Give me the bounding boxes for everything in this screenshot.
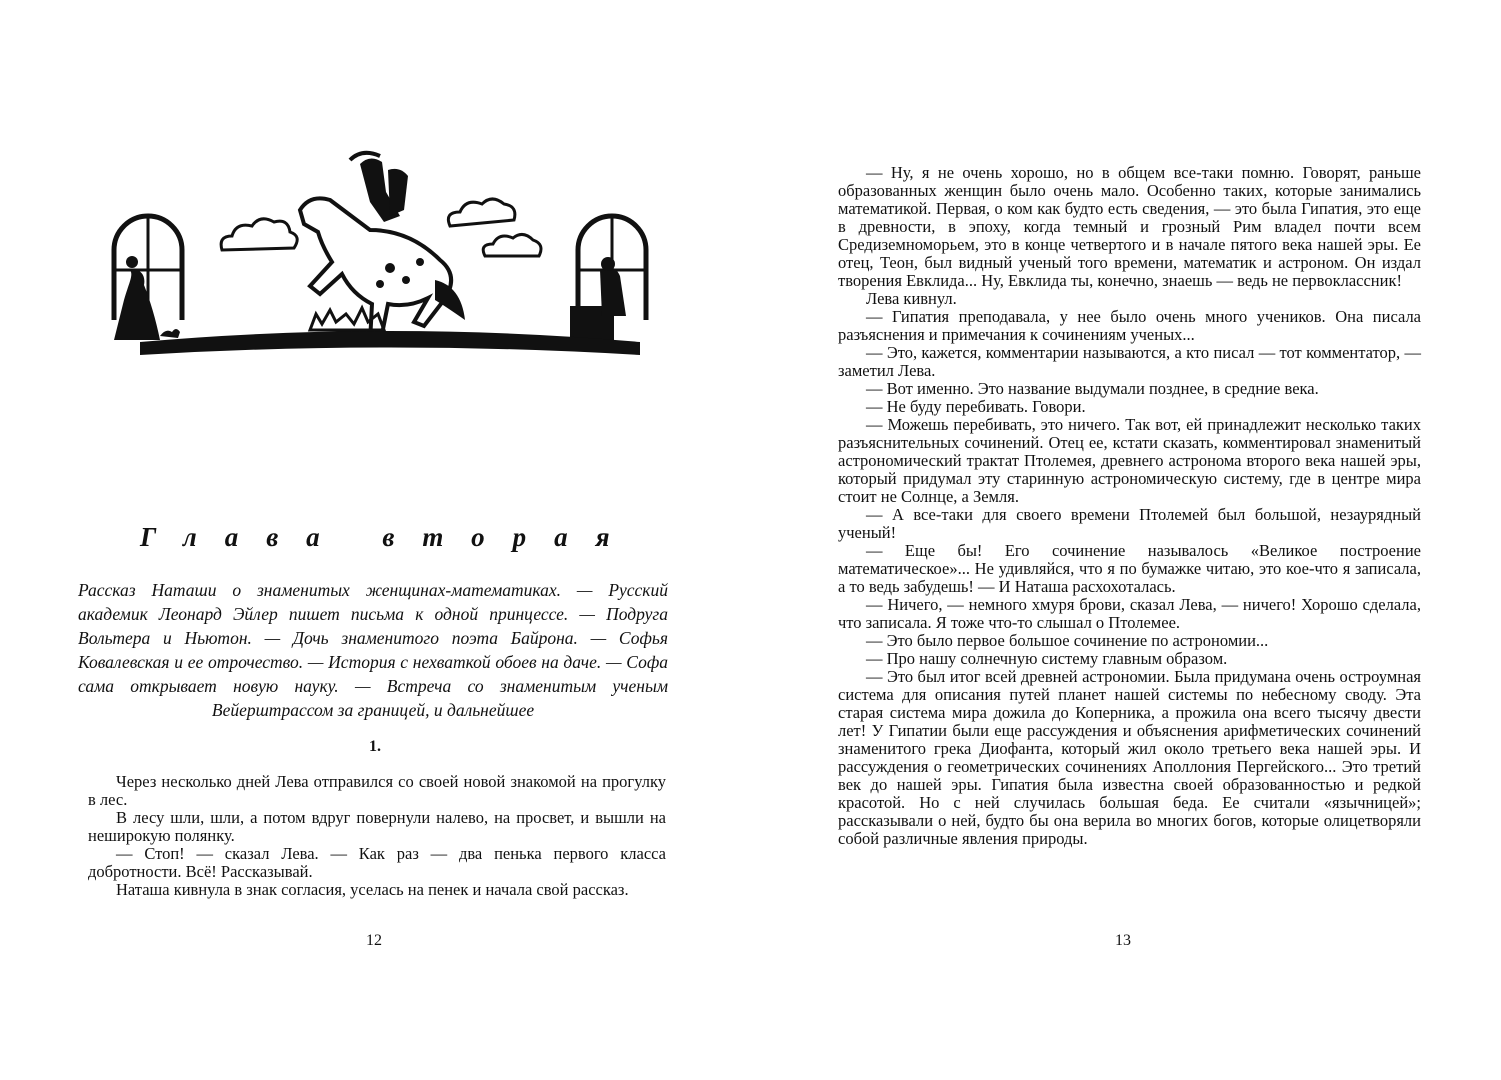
chapter-summary: Рассказ Наташи о знаменитых женщинах-математиках. — Русский академик Леонард Эйлер пишет письма к одной принцессе. — Подруга Вольтера и Ньютон. — Дочь знаменитого поэта Байрона. — Софья Ковалевская и ее отрочество. — История с нехваткой обоев на даче. — Софа сама открывает новую науку. — Встреча со знаменитым ученым Вейерштрассом за границей, и дальнейшее (78, 580, 668, 720)
paragraph: В лесу шли, шли, а потом вдруг повернули налево, на просвет, и вышли на неширокую полянку. (88, 808, 666, 845)
paragraph: — Можешь перебивать, это ничего. Так вот, ей принадлежит несколько таких разъяснительных сочинений. Отец ее, кстати сказать, комментировал знаменитый астрономический трактат Птолемея, древнего астронома второго века нашей эры, который придумал эту старинную астрономическую систему, где в центре мира стоит не Солнце, а Земля. (838, 415, 1421, 506)
chapter-illustration (100, 150, 680, 365)
right-page (750, 0, 1501, 1080)
ground-image (140, 331, 640, 355)
left-body-text (88, 773, 666, 899)
cloud-image (448, 199, 515, 226)
paragraph: — Вот именно. Это название выдумали позднее, в средние века. (866, 379, 1319, 398)
paragraph: — Еще бы! Его сочинение называлось «Великое построение математическое»... Не удивляйся, что я по бумажке читаю, это кое-что я записала, а то ведь забудешь! — И Наташа расхохоталась. (838, 541, 1421, 596)
paragraph: — Гипатия преподавала, у нее было очень много учеников. Она писала разъяснения и примечания к сочинениям ученых... (838, 307, 1421, 344)
paragraph: — Про нашу солнечную систему главным образом. (866, 649, 1228, 668)
paragraph: — Это был итог всей древней астрономии. Была придумана очень остроумная система для описания путей планет нашей системы по небесному своду. Эта старая система мира дожила до Коперника, а прожила она всего тысячу двести лет! У Гипатии были еще рассуждения и объяснения арифметических сочинений знаменитого грека Диофанта, который жил около третьего века нашей эры. И рассуждения о геометрических сочинениях Аполлония Пергейского... Это третий век до нашей эры. Гипатия была известна своей образованностью и редкой красотой. Но с ней случилась большая беда. Ее считали «язычницей»; рассказывали о ней, будто бы она верила во многих богов, которые олицетворяли собой различные явления природы. (838, 667, 1421, 848)
paragraph: Через несколько дней Лева отправился со своей новой знакомой на прогулку в лес. (88, 772, 666, 809)
left-page (0, 0, 750, 1080)
paragraph: Наташа кивнула в знак согласия, уселась на пенек и начала свой рассказ. (116, 880, 629, 899)
lady-window-image (114, 216, 182, 340)
section-number: 1. (369, 738, 381, 755)
right-body-text (838, 164, 1421, 848)
page-number: 13 (1115, 932, 1131, 949)
paragraph: — Это, кажется, комментарии называются, а кто писал — тот комментатор, — заметил Лева. (838, 343, 1421, 380)
paragraph: — Ну, я не очень хорошо, но в общем все-таки помню. Говорят, раньше образованных женщин было очень мало. Особенно таких, которые занимались математикой. Первая, о ком как будто есть сведения, — это была Гипатия, это еще в древности, в эпоху, когда темный и грозный Рим владел почти всем Средиземноморьем, это в конце четвертого и в начале пятого века нашей эры. Ее отец, Теон, был видный ученый того времени, математик и астроном. Он издал творения Евклида... Ну, Евклида ты, конечно, знаешь — ведь не первоклассник! (838, 163, 1421, 290)
page-number: 12 (366, 932, 382, 949)
paragraph: Лева кивнул. (866, 289, 957, 308)
paragraph: — Не буду перебивать. Говори. (866, 397, 1086, 416)
cloud-image (221, 219, 297, 250)
paragraph: — А все-таки для своего времени Птолемей был большой, незаурядный ученый! (838, 505, 1421, 542)
paragraph: — Стоп! — сказал Лева. — Как раз — два пенька первого класса добротности. Всё! Рассказывай. (88, 844, 666, 881)
horse-riders-image (300, 153, 465, 344)
chapter-title: Глава вторая (140, 522, 638, 552)
paragraph: — Это было первое большое сочинение по астрономии... (866, 631, 1269, 650)
scholar-window-image (570, 216, 646, 340)
paragraph: — Ничего, — немного хмуря брови, сказал Лева, — ничего! Хорошо сделала, что записала. Я тоже что-то слышал о Птолемее. (838, 595, 1421, 632)
cloud-image (483, 234, 541, 256)
